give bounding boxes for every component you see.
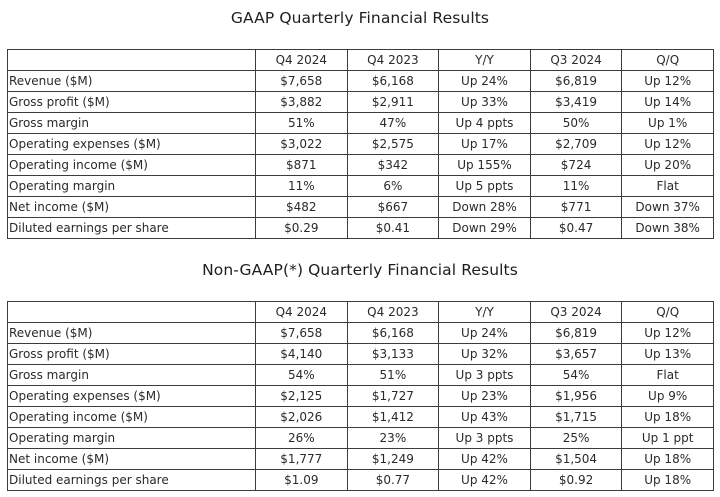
cell-qq-change: Up 9% [622, 386, 714, 407]
cell-qq-change: Up 20% [622, 155, 714, 176]
cell-q3-2024: $724 [530, 155, 622, 176]
cell-q4-2024: 54% [256, 365, 348, 386]
table-row [8, 386, 714, 407]
cell-q4-2024: $7,658 [256, 71, 348, 92]
cell-yy-change: Up 24% [439, 323, 531, 344]
cell-yy-change: Down 28% [439, 197, 531, 218]
row-label: Net income ($M) [8, 197, 256, 218]
row-label: Operating income ($M) [8, 407, 256, 428]
header-yy: Y/Y [439, 302, 531, 323]
row-label: Net income ($M) [8, 449, 256, 470]
cell-qq-change: Up 18% [622, 470, 714, 491]
table-row [8, 113, 714, 134]
cell-q4-2024: $482 [256, 197, 348, 218]
cell-yy-change: Up 43% [439, 407, 531, 428]
cell-q3-2024: 54% [530, 365, 622, 386]
cell-q3-2024: $1,956 [530, 386, 622, 407]
cell-q4-2024: $7,658 [256, 323, 348, 344]
cell-yy-change: Up 42% [439, 470, 531, 491]
cell-q4-2023: $0.77 [347, 470, 439, 491]
cell-q4-2023: 51% [347, 365, 439, 386]
cell-yy-change: Up 32% [439, 344, 531, 365]
cell-q3-2024: $1,715 [530, 407, 622, 428]
gaap-results-table [7, 49, 714, 239]
cell-q4-2023: $3,133 [347, 344, 439, 365]
cell-q3-2024: $0.47 [530, 218, 622, 239]
cell-q4-2024: 11% [256, 176, 348, 197]
cell-q3-2024: $771 [530, 197, 622, 218]
cell-qq-change: Up 13% [622, 344, 714, 365]
cell-yy-change: Up 33% [439, 92, 531, 113]
table-row [8, 344, 714, 365]
row-label: Operating expenses ($M) [8, 134, 256, 155]
header-label [8, 302, 256, 323]
cell-qq-change: Flat [622, 176, 714, 197]
cell-q3-2024: 11% [530, 176, 622, 197]
header-qq: Q/Q [622, 302, 714, 323]
table-row [8, 365, 714, 386]
cell-qq-change: Down 38% [622, 218, 714, 239]
cell-yy-change: Up 23% [439, 386, 531, 407]
cell-q4-2024: $4,140 [256, 344, 348, 365]
row-label: Diluted earnings per share [8, 218, 256, 239]
table-row [8, 92, 714, 113]
table-row [8, 449, 714, 470]
cell-q4-2023: $6,168 [347, 71, 439, 92]
cell-yy-change: Up 24% [439, 71, 531, 92]
table-row [8, 407, 714, 428]
cell-q4-2024: 51% [256, 113, 348, 134]
cell-yy-change: Up 3 ppts [439, 365, 531, 386]
cell-q3-2024: $0.92 [530, 470, 622, 491]
cell-q4-2024: 26% [256, 428, 348, 449]
cell-q4-2023: $342 [347, 155, 439, 176]
cell-q4-2024: $1,777 [256, 449, 348, 470]
row-label: Gross profit ($M) [8, 344, 256, 365]
non-gaap-results-table [7, 301, 714, 491]
cell-qq-change: Up 12% [622, 323, 714, 344]
cell-qq-change: Up 14% [622, 92, 714, 113]
cell-q3-2024: $6,819 [530, 71, 622, 92]
row-label: Gross margin [8, 113, 256, 134]
cell-q3-2024: $1,504 [530, 449, 622, 470]
header-q3-2024: Q3 2024 [530, 302, 622, 323]
cell-qq-change: Up 12% [622, 134, 714, 155]
gaap-table-body [8, 71, 714, 239]
cell-qq-change: Down 37% [622, 197, 714, 218]
cell-q4-2024: $2,125 [256, 386, 348, 407]
header-q4-2023: Q4 2023 [347, 302, 439, 323]
row-label: Diluted earnings per share [8, 470, 256, 491]
cell-yy-change: Up 4 ppts [439, 113, 531, 134]
row-label: Operating expenses ($M) [8, 386, 256, 407]
cell-q3-2024: $3,419 [530, 92, 622, 113]
cell-q4-2023: $2,911 [347, 92, 439, 113]
cell-q4-2023: $2,575 [347, 134, 439, 155]
cell-qq-change: Up 12% [622, 71, 714, 92]
table-header-row [8, 302, 714, 323]
cell-q4-2023: $0.41 [347, 218, 439, 239]
cell-q4-2024: $2,026 [256, 407, 348, 428]
table-row [8, 71, 714, 92]
cell-q3-2024: $6,819 [530, 323, 622, 344]
header-q4-2024: Q4 2024 [256, 302, 348, 323]
cell-q3-2024: 50% [530, 113, 622, 134]
row-label: Operating margin [8, 176, 256, 197]
cell-q3-2024: $2,709 [530, 134, 622, 155]
cell-q4-2023: $1,412 [347, 407, 439, 428]
table-row [8, 428, 714, 449]
cell-q4-2023: 47% [347, 113, 439, 134]
row-label: Gross profit ($M) [8, 92, 256, 113]
header-q4-2024: Q4 2024 [256, 50, 348, 71]
cell-q3-2024: $3,657 [530, 344, 622, 365]
cell-q4-2023: $667 [347, 197, 439, 218]
cell-yy-change: Down 29% [439, 218, 531, 239]
cell-qq-change: Up 18% [622, 449, 714, 470]
table-row [8, 218, 714, 239]
table-row [8, 323, 714, 344]
table-row [8, 134, 714, 155]
row-label: Operating income ($M) [8, 155, 256, 176]
cell-q3-2024: 25% [530, 428, 622, 449]
header-yy: Y/Y [439, 50, 531, 71]
table-row [8, 197, 714, 218]
table-row [8, 155, 714, 176]
cell-q4-2023: 23% [347, 428, 439, 449]
cell-yy-change: Up 155% [439, 155, 531, 176]
cell-q4-2023: $6,168 [347, 323, 439, 344]
cell-yy-change: Up 3 ppts [439, 428, 531, 449]
row-label: Revenue ($M) [8, 323, 256, 344]
cell-q4-2023: $1,249 [347, 449, 439, 470]
cell-q4-2024: $0.29 [256, 218, 348, 239]
cell-q4-2024: $871 [256, 155, 348, 176]
row-label: Gross margin [8, 365, 256, 386]
header-q3-2024: Q3 2024 [530, 50, 622, 71]
cell-q4-2024: $1.09 [256, 470, 348, 491]
row-label: Operating margin [8, 428, 256, 449]
table-row [8, 470, 714, 491]
cell-q4-2024: $3,022 [256, 134, 348, 155]
cell-q4-2023: 6% [347, 176, 439, 197]
cell-yy-change: Up 5 ppts [439, 176, 531, 197]
header-q4-2023: Q4 2023 [347, 50, 439, 71]
cell-qq-change: Flat [622, 365, 714, 386]
cell-qq-change: Up 18% [622, 407, 714, 428]
non-gaap-table-body [8, 323, 714, 491]
cell-yy-change: Up 17% [439, 134, 531, 155]
header-label [8, 50, 256, 71]
table-row [8, 176, 714, 197]
gaap-title: GAAP Quarterly Financial Results [230, 9, 490, 27]
cell-q4-2023: $1,727 [347, 386, 439, 407]
non-gaap-title: Non-GAAP(*) Quarterly Financial Results [202, 261, 518, 279]
header-qq: Q/Q [622, 50, 714, 71]
cell-qq-change: Up 1% [622, 113, 714, 134]
cell-yy-change: Up 42% [439, 449, 531, 470]
cell-q4-2024: $3,882 [256, 92, 348, 113]
table-header-row [8, 50, 714, 71]
row-label: Revenue ($M) [8, 71, 256, 92]
cell-qq-change: Up 1 ppt [622, 428, 714, 449]
